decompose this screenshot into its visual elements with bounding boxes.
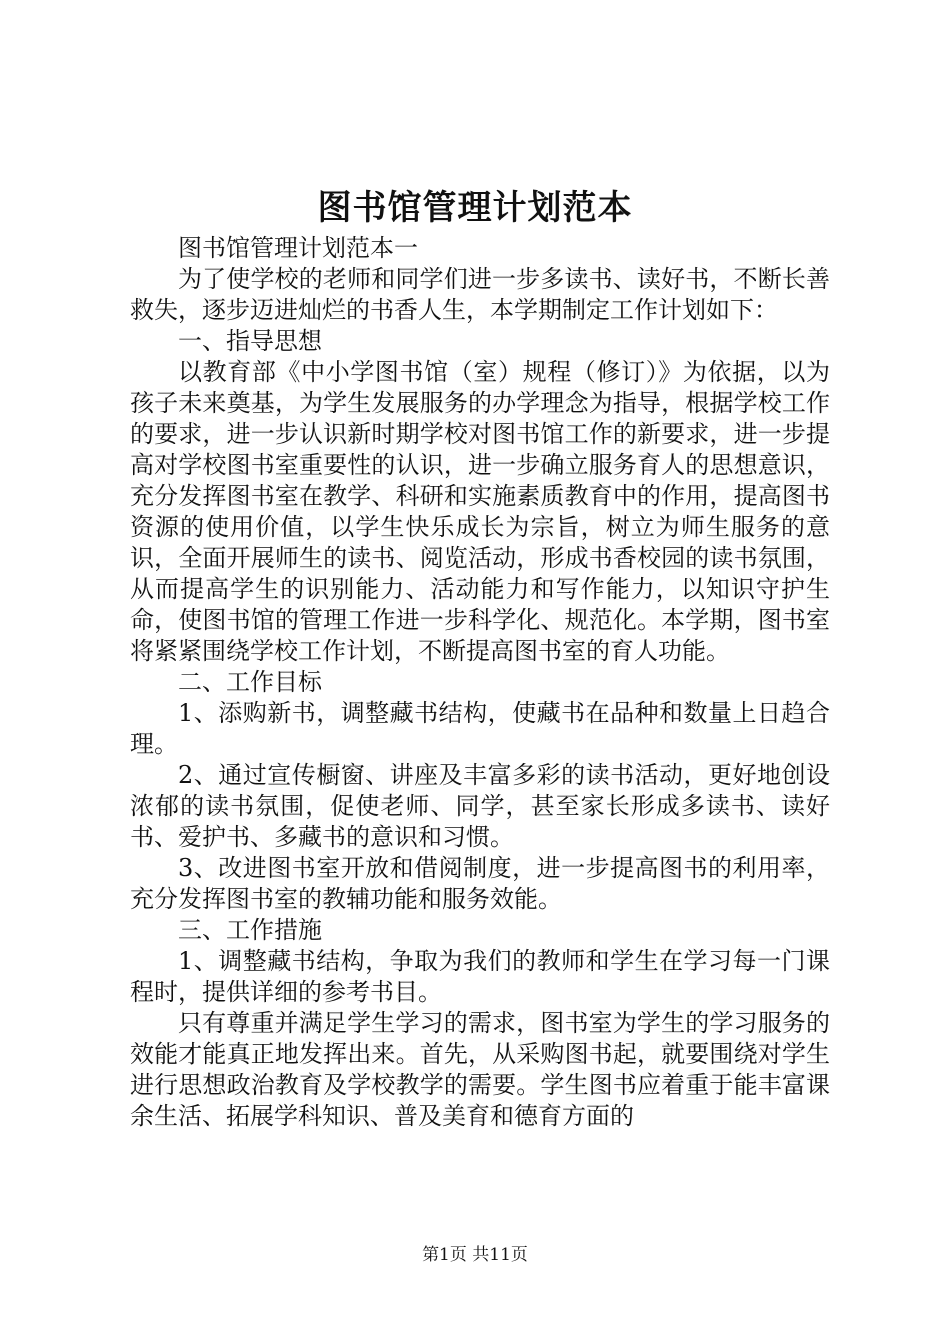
section-heading: 二、工作目标 (178, 668, 322, 696)
section-heading: 一、指导思想 (178, 327, 322, 355)
paragraph: 图书馆管理计划范本一 (178, 234, 418, 262)
document-body (130, 233, 830, 1132)
paragraph: 只有尊重并满足学生学习的需求，图书室为学生的学习服务的效能才能真正地发挥出来。首先，从采购图书起，就要围绕对学生进行思想政治教育及学校教学的需要。学生图书应着重于能丰富课余生活、拓展学科知识、普及美育和德育方面的 (130, 1009, 830, 1130)
section-heading: 三、工作措施 (178, 916, 322, 944)
paragraph: 1、调整藏书结构，争取为我们的教师和学生在学习每一门课程时，提供详细的参考书目。 (130, 947, 830, 1006)
paragraph: 3、改进图书室开放和借阅制度，进一步提高图书的利用率，充分发挥图书室的教辅功能和服务效能。 (130, 854, 830, 913)
paragraph: 以教育部《中小学图书馆（室）规程（修订）》为依据，以为孩子未来奠基，为学生发展服务的办学理念为指导，根据学校工作的要求，进一步认识新时期学校对图书馆工作的新要求，进一步提高对学校图书室重要性的认识，进一步确立服务育人的思想意识，充分发挥图书室在教学、科研和实施素质教育中的作用，提高图书资源的使用价值，以学生快乐成长为宗旨，树立为师生服务的意识，全面开展师生的读书、阅览活动，形成书香校园的读书氛围，从而提高学生的识别能力、活动能力和写作能力，以知识守护生命，使图书馆的管理工作进一步科学化、规范化。本学期，图书室将紧紧围绕学校工作计划，不断提高图书室的育人功能。 (130, 358, 830, 665)
page-number-footer: 第1页 共11页 (422, 1245, 528, 1265)
paragraph: 为了使学校的老师和同学们进一步多读书、读好书，不断长善救失，逐步迈进灿烂的书香人生，本学期制定工作计划如下： (130, 265, 830, 324)
paragraph: 2、通过宣传橱窗、讲座及丰富多彩的读书活动，更好地创设浓郁的读书氛围，促使老师、同学，甚至家长形成多读书、读好书、爱护书、多藏书的意识和习惯。 (130, 761, 830, 851)
document-title: 图书馆管理计划范本 (317, 188, 633, 228)
paragraph: 1、添购新书，调整藏书结构，使藏书在品种和数量上日趋合理。 (130, 699, 830, 758)
